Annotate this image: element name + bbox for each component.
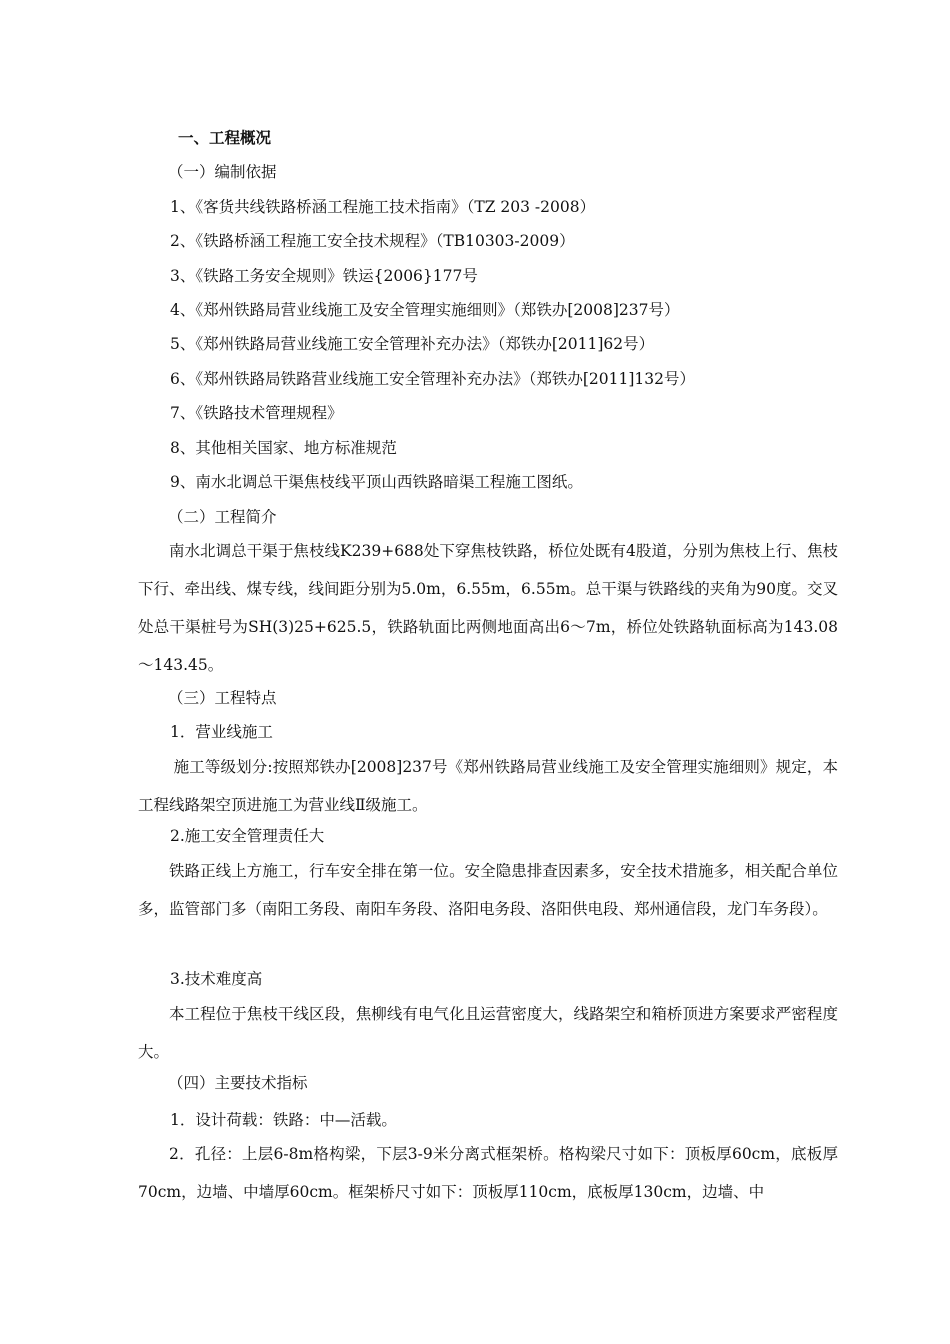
basis-item-5: 5、《郑州铁路局营业线施工安全管理补充办法》（郑铁办[2011]62号） bbox=[170, 335, 655, 353]
basis-item-1: 1、《客货共线铁路桥涵工程施工技术指南》（TZ 203 -2008） bbox=[170, 198, 596, 216]
feature-3-title: 3.技术难度高 bbox=[170, 970, 263, 988]
basis-item-2: 2、《铁路桥涵工程施工安全技术规程》（TB10303-2009） bbox=[170, 232, 575, 250]
basis-item-9: 9、南水北调总干渠焦枝线平顶山西铁路暗渠工程施工图纸。 bbox=[170, 473, 583, 491]
feature-2-paragraph: 铁路正线上方施工，行车安全排在第一位。安全隐患排查因素多，安全技术措施多，相关配合单位多，监管部门多（南阳工务段、南阳车务段、洛阳电务段、洛阳供电段、郑州通信段，龙门车务段）。 bbox=[138, 862, 838, 918]
basis-item-6: 6、《郑州铁路局铁路营业线施工安全管理补充办法》（郑铁办[2011]132号） bbox=[170, 370, 695, 388]
feature-1-paragraph: 施工等级划分:按照郑铁办[2008]237号《郑州铁路局营业线施工及安全管理实施细则》规定，本工程线路架空顶进施工为营业线Ⅱ级施工。 bbox=[138, 758, 838, 814]
spec-1: 1．设计荷载：铁路：中—活载。 bbox=[170, 1111, 397, 1129]
subsection-title-features: （三）工程特点 bbox=[168, 689, 277, 707]
basis-item-4: 4、《郑州铁路局营业线施工及安全管理实施细则》（郑铁办[2008]237号） bbox=[170, 301, 680, 319]
feature-3-paragraph: 本工程位于焦枝干线区段，焦柳线有电气化且运营密度大，线路架空和箱桥顶进方案要求严密程度大。 bbox=[138, 1005, 838, 1061]
subsection-title-basis: （一）编制依据 bbox=[168, 163, 277, 181]
feature-1-title: 1．营业线施工 bbox=[170, 723, 273, 741]
basis-item-3: 3、《铁路工务安全规则》铁运{2006}177号 bbox=[170, 267, 478, 285]
basis-item-8: 8、其他相关国家、地方标准规范 bbox=[170, 439, 397, 457]
subsection-title-intro: （二）工程简介 bbox=[168, 508, 277, 526]
feature-2-title: 2.施工安全管理责任大 bbox=[170, 827, 325, 845]
basis-item-7: 7、《铁路技术管理规程》 bbox=[170, 404, 343, 422]
subsection-title-specs: （四）主要技术指标 bbox=[168, 1074, 308, 1092]
spec-2-paragraph: 2．孔径：上层6-8m格构梁，下层3-9米分离式框架桥。格构梁尺寸如下：顶板厚60cm，底板厚70cm，边墙、中墙厚60cm。框架桥尺寸如下：顶板厚110cm，底板厚130cm，边墙、中 bbox=[138, 1145, 838, 1201]
section-title: 一、工程概况 bbox=[178, 129, 272, 147]
intro-paragraph: 南水北调总干渠于焦枝线K239+688处下穿焦枝铁路，桥位处既有4股道，分别为焦枝上行、焦枝下行、牵出线、煤专线，线间距分别为5.0m，6.55m，6.55m。总干渠与铁路线的夹角为90度。交叉处总干渠桩号为SH(3)25+625.5，铁路轨面比两侧地面高出6～7m，桥位处铁路轨面标高为143.08～143.45。 bbox=[138, 542, 838, 674]
